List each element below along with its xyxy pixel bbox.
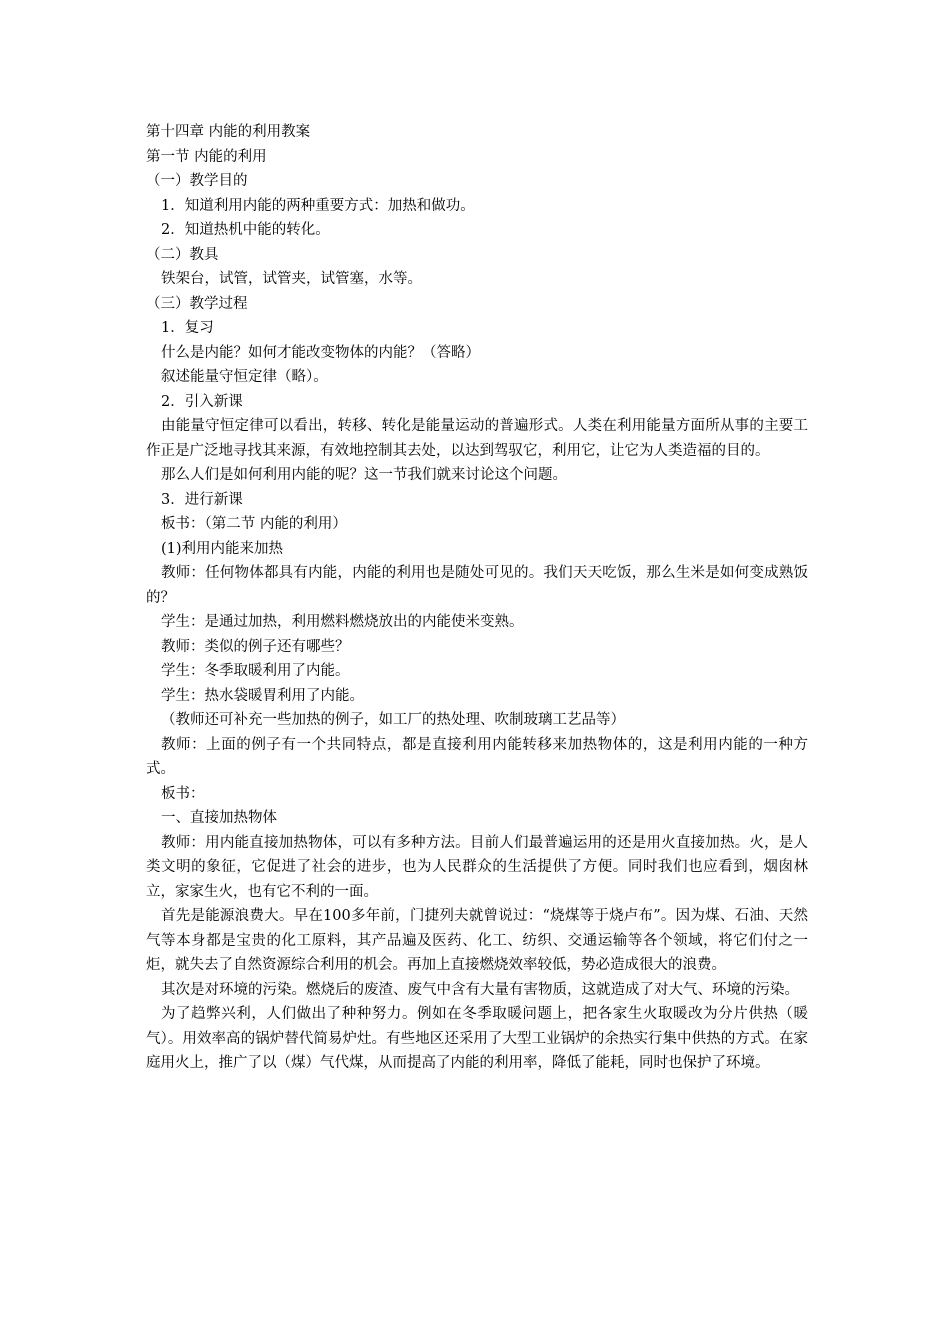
paragraph: （教师还可补充一些加热的例子，如工厂的热处理、吹制玻璃工艺品等） <box>161 712 625 728</box>
paragraph: 3．进行新课 <box>161 491 243 508</box>
paragraph: 2．引入新课 <box>161 393 243 410</box>
paragraph: 学生：是通过加热，利用燃料燃烧放出的内能使米变熟。 <box>161 614 524 630</box>
paragraph: 什么是内能？如何才能改变物体的内能？（答略） <box>161 344 480 361</box>
paragraph: 叙述能量守恒定律（略）。 <box>161 369 328 385</box>
paragraph: 板书： <box>161 785 205 802</box>
paragraph: 一、直接加热物体 <box>161 810 277 826</box>
paragraph: (1)利用内能来加热 <box>161 540 284 557</box>
paragraph: 1．复习 <box>161 320 214 336</box>
paragraph: 第一节 内能的利用 <box>146 148 267 165</box>
document-page <box>146 120 808 1076</box>
paragraph: （一）教学目的 <box>146 173 248 189</box>
paragraph: 学生：热水袋暖胃利用了内能。 <box>161 687 364 704</box>
paragraph: 1．知道利用内能的两种重要方式：加热和做功。 <box>161 197 475 214</box>
paragraph: 由能量守恒定律可以看出，转移、转化是能量运动的普遍形式。人类在利用能量方面所从事的主要工作正是广泛地寻找其来源，有效地控制其去处，以达到驾驭它，利用它，让它为人类造福的目的。 <box>146 418 808 459</box>
paragraph: 教师：任何物体都具有内能，内能的利用也是随处可见的。我们天天吃饭，那么生米是如何变成熟饭的？ <box>146 565 808 606</box>
paragraph: 教师：上面的例子有一个共同特点，都是直接利用内能转移来加热物体的，这是利用内能的一种方式。 <box>146 736 808 777</box>
paragraph: 2．知道热机中能的转化。 <box>161 222 330 238</box>
paragraph: 学生：冬季取暖利用了内能。 <box>161 663 350 679</box>
paragraph: （三）教学过程 <box>146 295 248 312</box>
paragraph: 铁架台，试管，试管夹，试管塞，水等。 <box>161 271 422 287</box>
paragraph: （二）教具 <box>146 246 219 263</box>
paragraph: 教师：类似的例子还有哪些？ <box>161 638 350 655</box>
paragraph: 首先是能源浪费大。早在100多年前，门捷列夫就曾说过：“烧煤等于烧卢布”。因为煤、石油、天然气等本身都是宝贵的化工原料，其产品遍及医药、化工、纺织、交通运输等各个领域，将它们付之一炬，就失去了自然资源综合利用的机会。再加上直接燃烧效率较低，势必造成很大的浪费。 <box>146 908 808 973</box>
paragraph: 其次是对环境的污染。燃烧后的废渣、废气中含有大量有害物质，这就造成了对大气、环境的污染。 <box>161 981 799 998</box>
paragraph: 那么人们是如何利用内能的呢？这一节我们就来讨论这个问题。 <box>161 467 567 483</box>
paragraph: 教师：用内能直接加热物体，可以有多种方法。目前人们最普遍运用的还是用火直接加热。火，是人类文明的象征，它促进了社会的进步，也为人民群众的生活提供了方便。同时我们也应看到，烟囱林立，家家生火，也有它不利的一面。 <box>146 834 808 900</box>
document-body <box>146 145 808 1076</box>
paragraph: 板书：（第二节 内能的利用） <box>161 516 347 532</box>
document-title: 第十四章 内能的利用教案 <box>146 124 311 140</box>
paragraph: 为了趋弊兴利，人们做出了种种努力。例如在冬季取暖问题上，把各家生火取暖改为分片供热（暖气）。用效率高的锅炉替代简易炉灶。有些地区还采用了大型工业锅炉的余热实行集中供热的方式。在家庭用火上，推广了以（煤）气代煤，从而提高了内能的利用率，降低了能耗，同时也保护了环境。 <box>146 1006 808 1071</box>
